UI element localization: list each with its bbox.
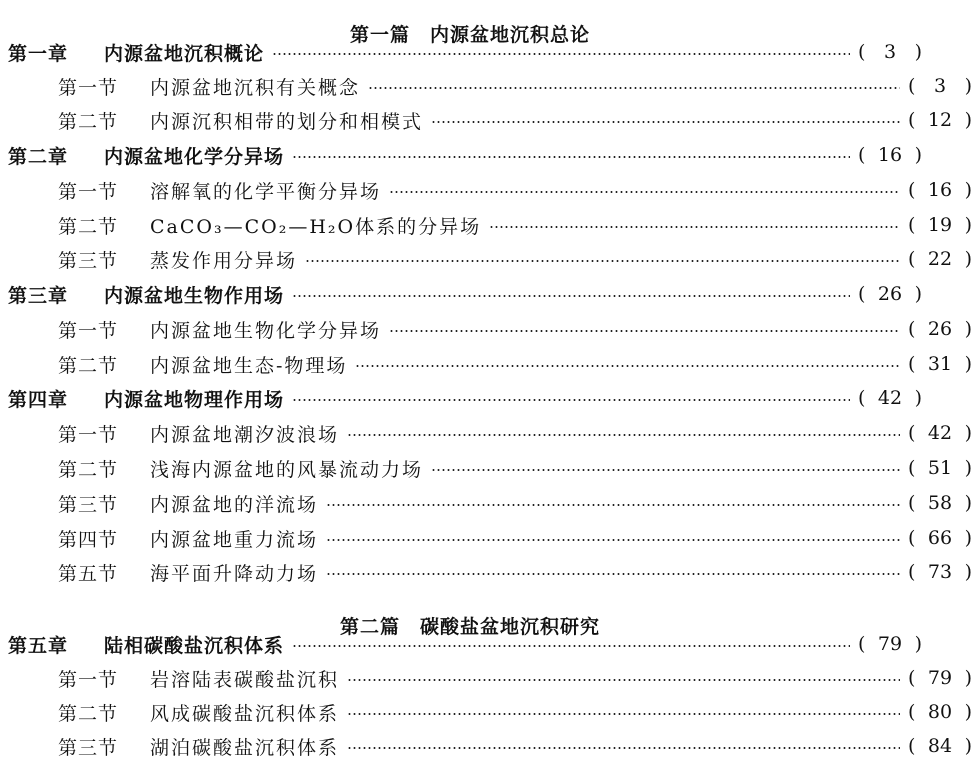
section-number: 第五节 [58, 562, 119, 585]
part-title: 第二篇 碳酸盐盆地沉积研究 [339, 616, 600, 638]
page-close-paren: ) [964, 214, 972, 236]
section-entry [0, 729, 978, 763]
chapter-title: 内源盆地化学分异场 [104, 145, 285, 168]
section-title: 内源盆地生态-物理场 [150, 354, 348, 377]
page-open-paren: ( [858, 144, 866, 166]
dot-leader [305, 260, 900, 262]
section-entry [0, 69, 978, 103]
page-number-value: 79 [877, 633, 903, 655]
section-number: 第一节 [58, 668, 119, 691]
section-number: 第二节 [58, 702, 119, 725]
page-number [858, 633, 928, 655]
page-close-paren: ) [914, 387, 922, 409]
page-open-paren: ( [908, 561, 916, 583]
section-entry [0, 347, 978, 381]
page-open-paren: ( [858, 41, 866, 63]
section-title: 湖泊碳酸盐沉积体系 [150, 736, 340, 759]
dot-leader [389, 191, 900, 193]
page-close-paren: ) [964, 109, 972, 131]
page-number [858, 144, 928, 166]
page-open-paren: ( [908, 457, 916, 479]
page-close-paren: ) [964, 667, 972, 689]
section-number: 第一节 [58, 423, 119, 446]
dot-leader [347, 713, 900, 715]
section-title: 内源盆地的洋流场 [150, 493, 319, 516]
section-number: 第二节 [58, 458, 119, 481]
section-entry [0, 173, 978, 207]
page-open-paren: ( [908, 75, 916, 97]
page-open-paren: ( [858, 283, 866, 305]
chapter-entry [0, 138, 928, 172]
dot-leader [347, 434, 900, 436]
page-number [858, 283, 928, 305]
section-number: 第二节 [58, 354, 119, 377]
page-close-paren: ) [964, 457, 972, 479]
chapter-title: 内源盆地生物作用场 [104, 284, 285, 307]
section-entry [0, 451, 978, 485]
page-number-value: 66 [927, 527, 953, 549]
section-entry [0, 312, 978, 346]
dot-leader [489, 226, 900, 228]
chapter-title: 陆相碳酸盐沉积体系 [104, 634, 285, 657]
page-number-value: 12 [927, 109, 953, 131]
section-entry [0, 242, 978, 276]
page-close-paren: ) [964, 492, 972, 514]
section-title: 风成碳酸盐沉积体系 [150, 702, 340, 725]
dot-leader [326, 504, 900, 506]
chapter-entry [0, 381, 928, 415]
page-open-paren: ( [858, 633, 866, 655]
page-open-paren: ( [908, 701, 916, 723]
page-number [858, 387, 928, 409]
dot-leader [292, 399, 850, 401]
page-close-paren: ) [964, 318, 972, 340]
page-number-value: 3 [883, 41, 897, 63]
page-close-paren: ) [914, 144, 922, 166]
section-title: 浅海内源盆地的风暴流动力场 [150, 458, 424, 481]
section-title: 溶解氧的化学平衡分异场 [150, 180, 382, 203]
section-title: 内源盆地潮汐波浪场 [150, 423, 340, 446]
dot-leader [355, 365, 900, 367]
page-number-value: 42 [927, 422, 953, 444]
part-title: 第一篇 内源盆地沉积总论 [349, 24, 590, 46]
page-close-paren: ) [964, 422, 972, 444]
page-number-value: 22 [927, 248, 953, 270]
page-number-value: 42 [877, 387, 903, 409]
page-close-paren: ) [914, 283, 922, 305]
dot-leader [326, 573, 900, 575]
page-number-value: 31 [927, 353, 953, 375]
page-open-paren: ( [908, 214, 916, 236]
page-close-paren: ) [964, 353, 972, 375]
page-number [908, 353, 978, 375]
section-number: 第二节 [58, 110, 119, 133]
page-number-value: 16 [927, 179, 953, 201]
chapter-entry [0, 277, 928, 311]
page-close-paren: ) [964, 527, 972, 549]
section-number: 第三节 [58, 249, 119, 272]
dot-leader [272, 53, 850, 55]
section-title: 内源盆地沉积有关概念 [150, 76, 361, 99]
page-number-value: 26 [927, 318, 953, 340]
page-number-value: 19 [927, 214, 953, 236]
page-number [908, 457, 978, 479]
page-open-paren: ( [858, 387, 866, 409]
section-number: 第二节 [58, 215, 119, 238]
page-number [908, 318, 978, 340]
page-close-paren: ) [964, 561, 972, 583]
page-close-paren: ) [914, 41, 922, 63]
page-close-paren: ) [964, 701, 972, 723]
page-number [908, 422, 978, 444]
chapter-number: 第五章 [8, 634, 69, 657]
page-number [908, 492, 978, 514]
page-close-paren: ) [914, 633, 922, 655]
page-close-paren: ) [964, 179, 972, 201]
page-open-paren: ( [908, 527, 916, 549]
dot-leader [292, 156, 850, 158]
page-open-paren: ( [908, 735, 916, 757]
page-number [908, 179, 978, 201]
page-open-paren: ( [908, 353, 916, 375]
section-title: 岩溶陆表碳酸盐沉积 [150, 668, 340, 691]
page-number [908, 109, 978, 131]
page-open-paren: ( [908, 179, 916, 201]
section-title: 内源盆地重力流场 [150, 528, 319, 551]
chapter-number: 第四章 [8, 388, 69, 411]
section-title: CaCO₃—CO₂—H₂O体系的分异场 [150, 215, 482, 238]
chapter-entry [0, 35, 928, 69]
section-entry [0, 208, 978, 242]
dot-leader [292, 295, 850, 297]
section-number: 第一节 [58, 180, 119, 203]
page-number [858, 41, 928, 63]
page-number-value: 3 [933, 75, 947, 97]
page-close-paren: ) [964, 735, 972, 757]
page-number [908, 701, 978, 723]
page-number [908, 248, 978, 270]
page-open-paren: ( [908, 109, 916, 131]
dot-leader [292, 645, 850, 647]
page-number-value: 26 [877, 283, 903, 305]
page-number-value: 16 [877, 144, 903, 166]
section-entry [0, 555, 978, 589]
section-title: 内源沉积相带的划分和相模式 [150, 110, 424, 133]
section-number: 第一节 [58, 76, 119, 99]
page-number-value: 79 [927, 667, 953, 689]
page-number-value: 58 [927, 492, 953, 514]
dot-leader [347, 747, 900, 749]
chapter-number: 第三章 [8, 284, 69, 307]
chapter-entry [0, 627, 928, 661]
dot-leader [326, 539, 900, 541]
page-number [908, 561, 978, 583]
page-open-paren: ( [908, 318, 916, 340]
section-entry [0, 103, 978, 137]
page-number-value: 80 [927, 701, 953, 723]
page-number [908, 214, 978, 236]
dot-leader [431, 121, 900, 123]
section-title: 蒸发作用分异场 [150, 249, 298, 272]
section-entry [0, 695, 978, 729]
section-number: 第一节 [58, 319, 119, 342]
dot-leader [431, 469, 900, 471]
section-number: 第三节 [58, 736, 119, 759]
page-number-value: 73 [927, 561, 953, 583]
page-open-paren: ( [908, 248, 916, 270]
page-open-paren: ( [908, 422, 916, 444]
page-open-paren: ( [908, 667, 916, 689]
chapter-number: 第一章 [8, 42, 69, 65]
page-close-paren: ) [964, 248, 972, 270]
page-close-paren: ) [964, 75, 972, 97]
section-entry [0, 416, 978, 450]
dot-leader [368, 87, 900, 89]
chapter-title: 内源盆地沉积概论 [104, 42, 265, 65]
dot-leader [347, 679, 900, 681]
page-number-value: 84 [927, 735, 953, 757]
section-title: 内源盆地生物化学分异场 [150, 319, 382, 342]
chapter-title: 内源盆地物理作用场 [104, 388, 285, 411]
page-number [908, 75, 978, 97]
section-number: 第四节 [58, 528, 119, 551]
page-number-value: 51 [927, 457, 953, 479]
dot-leader [389, 330, 900, 332]
section-entry [0, 521, 978, 555]
page-open-paren: ( [908, 492, 916, 514]
page-number [908, 527, 978, 549]
page-number [908, 667, 978, 689]
section-entry [0, 661, 978, 695]
chapter-number: 第二章 [8, 145, 69, 168]
section-title: 海平面升降动力场 [150, 562, 319, 585]
section-number: 第三节 [58, 493, 119, 516]
section-entry [0, 486, 978, 520]
page-number [908, 735, 978, 757]
